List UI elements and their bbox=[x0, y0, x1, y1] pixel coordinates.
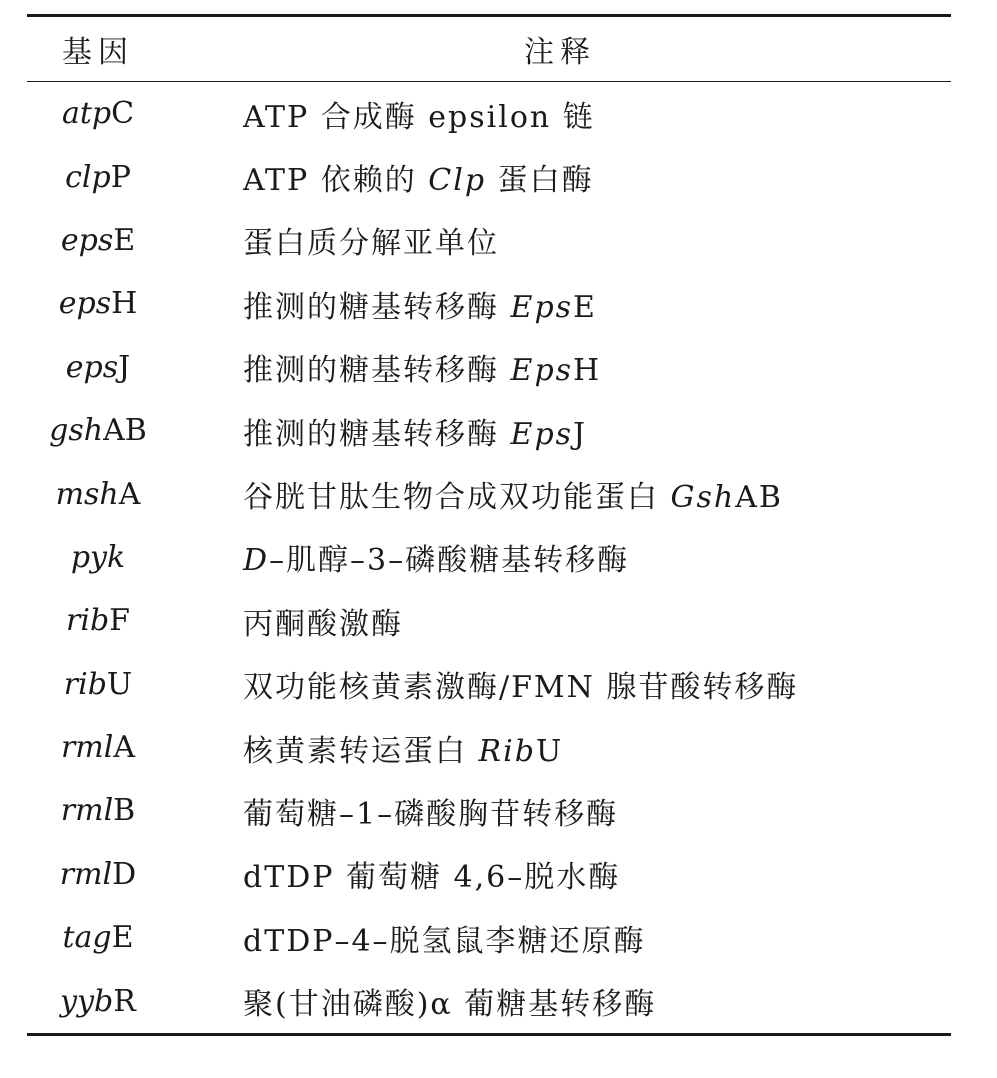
gene-cell bbox=[27, 716, 229, 779]
annotation-text: 丙酮酸激酶 bbox=[243, 606, 403, 642]
gene-text: yyb bbox=[60, 983, 114, 1019]
gene-cell bbox=[27, 272, 229, 335]
annotation-cell bbox=[229, 399, 951, 462]
gene-text: A bbox=[113, 730, 136, 766]
annotation-text: 谷胱甘肽生物合成双功能蛋白 bbox=[243, 480, 671, 516]
gene-cell bbox=[27, 843, 229, 906]
annotation-cell bbox=[229, 843, 951, 906]
gene-text: tag bbox=[62, 920, 112, 956]
table-row bbox=[27, 906, 951, 969]
annotation-cell bbox=[229, 209, 951, 272]
gene-text: msh bbox=[55, 476, 119, 512]
annotation-text: 聚(甘油磷酸)α 葡糖基转移酶 bbox=[243, 987, 657, 1023]
annotation-text: Clp bbox=[428, 163, 487, 199]
gene-text: R bbox=[113, 983, 136, 1019]
annotation-text: –肌醇–3–磷酸糖基转移酶 bbox=[269, 543, 630, 579]
annotation-text: 推测的糖基转移酶 bbox=[243, 416, 511, 452]
annotation-text: 蛋白酶 bbox=[486, 163, 594, 199]
annotation-cell bbox=[229, 779, 951, 842]
annotation-text: Eps bbox=[510, 289, 574, 325]
annotation-text: 推测的糖基转移酶 bbox=[243, 353, 511, 389]
gene-text: J bbox=[118, 349, 131, 385]
annotation-cell bbox=[229, 589, 951, 652]
gene-text: pyk bbox=[70, 539, 126, 575]
annotation-text: Rib bbox=[478, 733, 536, 769]
table-header bbox=[27, 16, 951, 82]
gene-text: U bbox=[106, 666, 133, 702]
header-row bbox=[27, 16, 951, 82]
gene-text: eps bbox=[60, 222, 114, 258]
header-annotation: 注释 bbox=[524, 35, 596, 70]
gene-cell bbox=[27, 399, 229, 462]
annotation-text: 蛋白质分解亚单位 bbox=[243, 226, 499, 262]
annotation-text: D bbox=[243, 543, 270, 579]
table-row bbox=[27, 82, 951, 146]
gene-text: H bbox=[111, 286, 138, 322]
gene-text: rib bbox=[66, 603, 110, 639]
annotation-cell bbox=[229, 906, 951, 969]
gene-cell bbox=[27, 336, 229, 399]
gene-text: C bbox=[111, 96, 135, 132]
annotation-text: AB bbox=[735, 480, 783, 516]
gene-text: D bbox=[112, 856, 137, 892]
header-gene: 基因 bbox=[62, 35, 134, 70]
gene-text: E bbox=[111, 920, 134, 956]
gene-text: AB bbox=[103, 413, 147, 449]
table-row bbox=[27, 779, 951, 842]
gene-annotation-table bbox=[27, 14, 951, 1036]
gene-text: rml bbox=[60, 730, 114, 766]
gene-text: rib bbox=[63, 666, 107, 702]
annotation-text: U bbox=[535, 733, 564, 769]
table-row bbox=[27, 336, 951, 399]
gene-cell bbox=[27, 145, 229, 208]
table-row bbox=[27, 399, 951, 462]
annotation-text: dTDP–4–脱氢鼠李糖还原酶 bbox=[243, 923, 646, 959]
annotation-text: ATP 合成酶 epsilon 链 bbox=[243, 99, 595, 135]
gene-text: F bbox=[109, 603, 130, 639]
table-row bbox=[27, 589, 951, 652]
annotation-text: 核黄素转运蛋白 bbox=[243, 733, 479, 769]
gene-text: atp bbox=[61, 96, 112, 132]
annotation-text: 双功能核黄素激酶/FMN 腺苷酸转移酶 bbox=[243, 670, 799, 706]
table-row bbox=[27, 526, 951, 589]
gene-cell bbox=[27, 209, 229, 272]
gene-text: P bbox=[110, 159, 131, 195]
annotation-cell bbox=[229, 716, 951, 779]
annotation-text: E bbox=[573, 289, 597, 325]
gene-annotation-table-container bbox=[27, 14, 951, 1036]
gene-text: E bbox=[113, 222, 136, 258]
annotation-cell bbox=[229, 969, 951, 1034]
table-row bbox=[27, 969, 951, 1034]
annotation-text: Eps bbox=[510, 353, 574, 389]
gene-text: rml bbox=[60, 793, 114, 829]
gene-text: gsh bbox=[49, 413, 104, 449]
gene-cell bbox=[27, 82, 229, 146]
annotation-text: J bbox=[573, 416, 588, 452]
gene-cell bbox=[27, 779, 229, 842]
annotation-cell bbox=[229, 272, 951, 335]
table-body bbox=[27, 82, 951, 1035]
annotation-text: ATP 依赖的 bbox=[243, 163, 429, 199]
gene-cell bbox=[27, 906, 229, 969]
gene-cell bbox=[27, 462, 229, 525]
annotation-text: 推测的糖基转移酶 bbox=[243, 289, 511, 325]
annotation-text: dTDP 葡萄糖 4,6–脱水酶 bbox=[243, 860, 621, 896]
gene-cell bbox=[27, 653, 229, 716]
annotation-cell bbox=[229, 526, 951, 589]
table-row bbox=[27, 209, 951, 272]
annotation-text: H bbox=[573, 353, 602, 389]
table-row bbox=[27, 145, 951, 208]
gene-text: eps bbox=[65, 349, 119, 385]
gene-text: B bbox=[113, 793, 136, 829]
annotation-cell bbox=[229, 462, 951, 525]
gene-text: eps bbox=[58, 286, 112, 322]
gene-text: A bbox=[118, 476, 141, 512]
annotation-cell bbox=[229, 336, 951, 399]
annotation-text: Eps bbox=[510, 416, 574, 452]
gene-text: clp bbox=[65, 159, 111, 195]
table-row bbox=[27, 272, 951, 335]
gene-text: rml bbox=[59, 856, 113, 892]
gene-cell bbox=[27, 589, 229, 652]
annotation-cell bbox=[229, 82, 951, 146]
annotation-text: 葡萄糖–1–磷酸胸苷转移酶 bbox=[243, 796, 619, 832]
gene-cell bbox=[27, 969, 229, 1034]
annotation-cell bbox=[229, 653, 951, 716]
annotation-text: Gsh bbox=[670, 480, 736, 516]
table-row bbox=[27, 843, 951, 906]
table-row bbox=[27, 716, 951, 779]
table-row bbox=[27, 653, 951, 716]
annotation-cell bbox=[229, 145, 951, 208]
table-row bbox=[27, 462, 951, 525]
gene-cell bbox=[27, 526, 229, 589]
